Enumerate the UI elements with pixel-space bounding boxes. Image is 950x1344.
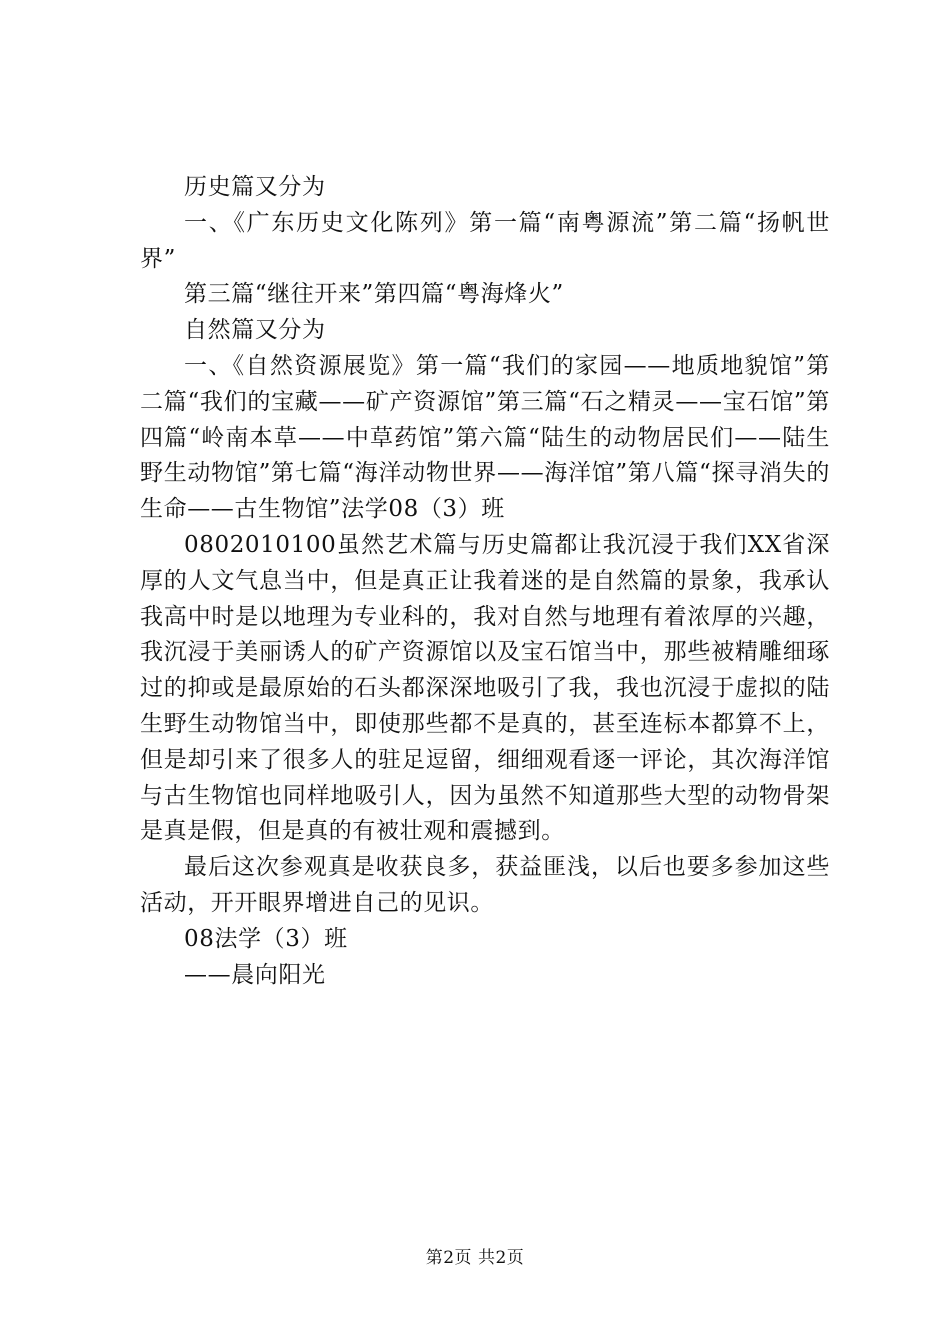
paragraph-nature-list: 一、《自然资源展览》第一篇“我们的家园——地质地貌馆”第二篇“我们的宝藏——矿产资源馆”第三篇“石之精灵——宝石馆”第四篇“岭南本草——中草药馆”第六篇“陆生的动物居民们——陆生野生动物馆”第七篇“海洋动物世界——海洋馆”第八篇“探寻消失的生命——古生物馆”法学08（3）班	[140, 352, 830, 523]
paragraph-author-signature: ——晨向阳光	[184, 961, 326, 988]
paragraph-history-heading: 历史篇又分为	[184, 174, 326, 200]
paragraph-conclusion: 最后这次参观真是收获良多，获益匪浅，以后也要多参加这些活动，开开眼界增进自己的见识。	[140, 854, 830, 916]
page-number-footer: 第2页 共2页	[425, 1248, 525, 1268]
paragraph-history-part-2: 第三篇“继往开来”第四篇“粤海烽火”	[184, 281, 564, 308]
paragraph-nature-heading: 自然篇又分为	[184, 317, 326, 344]
paragraph-class-signature: 08法学（3）班	[184, 925, 348, 952]
paragraph-reflection: 0802010100虽然艺术篇与历史篇都让我沉浸于我们XX省深厚的人文气息当中，但是真正让我着迷的是自然篇的景象，我承认我高中时是以地理为专业科的，我对自然与地理有着浓厚的兴趣，我沉浸于美丽诱人的矿产资源馆以及宝石馆当中，那些被精雕细琢过的抑或是最原始的石头都深深地吸引了我，我也沉浸于虚拟的陆生野生动物馆当中，即使那些都不是真的，甚至连标本都算不上，但是却引来了很多人的驻足逗留，细细观看逐一评论，其次海洋馆与古生物馆也同样地吸引人，因为虽然不知道那些大型的动物骨架是真是假，但是真的有被壮观和震撼到。	[140, 531, 830, 845]
paragraph-history-part-1: 一、《广东历史文化陈列》第一篇“南粤源流”第二篇“扬帆世界”	[140, 209, 830, 272]
document-body	[140, 170, 830, 993]
